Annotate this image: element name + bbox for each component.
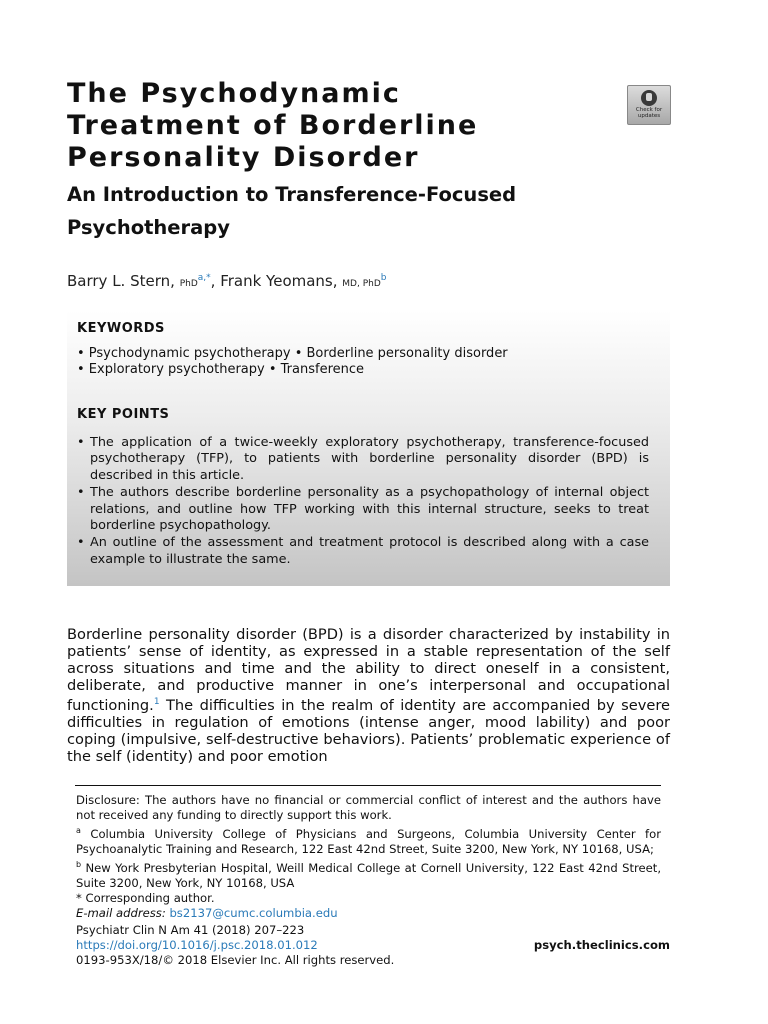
journal-citation: Psychiatr Clin N Am 41 (2018) 207–223 (76, 923, 305, 937)
author-name: Frank Yeomans, (220, 272, 338, 290)
key-point-item: • The application of a twice-weekly exploratory psychotherapy, transference-focused psychotherapy (TFP), to patients with borderline personality disorder (BPD) is described in this article. (77, 435, 649, 484)
affiliation-b (76, 857, 661, 891)
key-point-item: • The authors describe borderline personality as a psychopathology of internal object relations, and outline how TFP working with this internal structure, seeks to treat borderline psychopathology. (77, 485, 649, 534)
article-title (67, 78, 478, 174)
author-line: Barry L. Stern, PhD$^{a,*}$, Frank Yeomans, MD, PhD$^b$ (67, 272, 387, 290)
author-affiliation-mark[interactable]: a,* (197, 273, 211, 283)
email-line (76, 906, 661, 921)
affiliation-text: Columbia University College of Physicians and Surgeons, Columbia University Center for Psychoanalytic Training and Research, 122 East 42nd Street, Suite 3200, New York, NY 10168, USA; (76, 826, 661, 856)
check-for-updates-icon (641, 90, 657, 106)
title-line: Personality Disorder (67, 142, 420, 173)
keywords-heading: KEYWORDS (77, 321, 165, 336)
article-subtitle (67, 178, 516, 244)
doi-link[interactable]: https://doi.org/10.1016/j.psc.2018.01.012 (76, 938, 318, 952)
author-affiliation-mark[interactable]: b (380, 273, 387, 283)
title-line: The Psychodynamic (67, 78, 401, 109)
affiliation-mark: b (76, 859, 82, 869)
corresponding-author-note: * Corresponding author. (76, 890, 215, 905)
reference-link[interactable]: 1 (153, 697, 160, 707)
keywords-line: • Psychodynamic psychotherapy • Borderline personality disorder (77, 346, 508, 361)
affiliation-mark: a (76, 826, 81, 835)
footnotes (76, 793, 661, 921)
email-link[interactable]: bs2137@cumc.columbia.edu (169, 905, 338, 920)
key-point-item: • An outline of the assessment and treatment protocol is described along with a case example to illustrate the same. (77, 535, 649, 568)
author-degree: MD, PhD (342, 279, 381, 289)
key-points-heading: KEY POINTS (77, 407, 170, 422)
subtitle-line: An Introduction to Transference-Focused (67, 183, 517, 206)
email-label: E-mail address: (76, 905, 166, 920)
body-paragraph (67, 626, 670, 765)
check-for-updates-badge[interactable] (627, 85, 671, 125)
author-degree: PhD (179, 279, 198, 289)
copyright-line: 0193-953X/18/© 2018 Elsevier Inc. All rights reserved. (76, 953, 395, 967)
keywords-list (77, 346, 508, 378)
journal-site-link[interactable]: psych.theclinics.com (533, 938, 670, 952)
subtitle-line: Psychotherapy (67, 216, 230, 239)
affiliation-text: New York Presbyterian Hospital, Weill Medical College at Cornell University, 122 East 42nd Street, Suite 3200, New York, NY 10168, USA (76, 860, 661, 890)
footnote-divider (75, 785, 661, 786)
badge-line: updates (637, 113, 661, 119)
key-points-list (77, 435, 649, 569)
author-name: Barry L. Stern, (67, 272, 175, 290)
title-line: Treatment of Borderline (67, 110, 479, 141)
keywords-keypoints-box (67, 311, 670, 586)
affiliation-a (76, 823, 661, 857)
disclosure-note: Disclosure: The authors have no financial or commercial conflict of interest and the authors have not received any funding to directly support this work. (76, 793, 661, 822)
badge-line: Check for (635, 107, 663, 113)
journal-info (76, 923, 670, 968)
keywords-line: • Exploratory psychotherapy • Transference (77, 362, 365, 377)
body-text-part: Borderline personality disorder (BPD) is a disorder characterized by instability in patients’ sense of identity, as expressed in a stable representation of the self across situations and time and the ability to direct oneself in a consistent, deliberate, and productive manner in one’s interpersonal and occupational functioning. (67, 626, 670, 714)
body-text-part: The difficulties in the realm of identity are accompanied by severe difficulties in regulation of emotions (intense anger, mood lability) and poor coping (impulsive, self-destructive behaviors). Patients’ problematic experience of the self (identity) and poor emotion (67, 696, 670, 765)
